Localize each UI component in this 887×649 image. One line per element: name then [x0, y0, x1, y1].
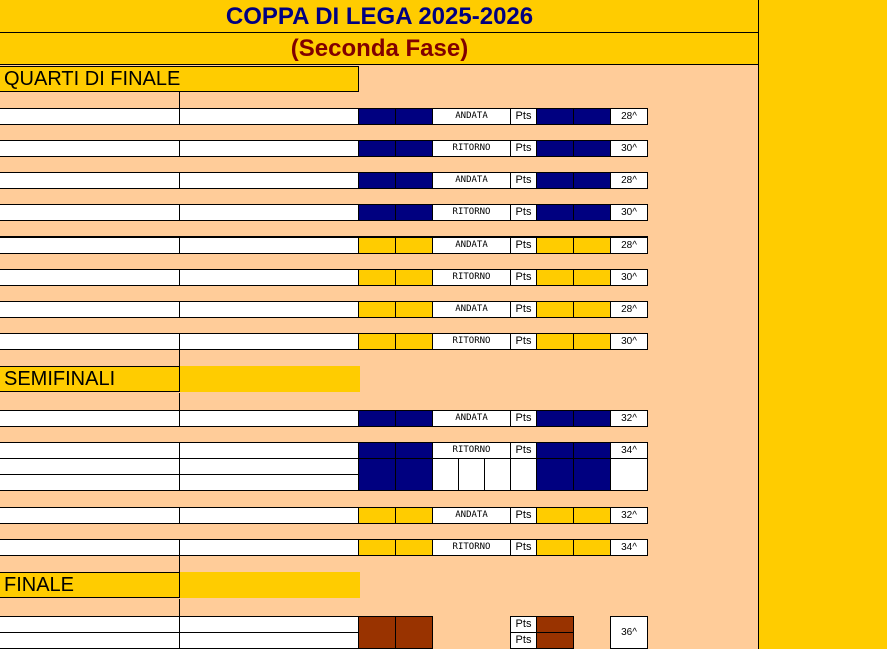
finale-team-b[interactable] — [0, 632, 180, 649]
team-away-cell[interactable] — [179, 108, 359, 125]
round-label: 34^ — [610, 442, 648, 459]
leg-label: RITORNO — [432, 539, 511, 556]
pts-home-cell[interactable] — [536, 269, 574, 286]
pts-home-cell[interactable] — [536, 507, 574, 524]
leg-label: ANDATA — [432, 237, 511, 254]
extra-score-cell[interactable] — [358, 458, 396, 491]
finale-score-b[interactable] — [395, 616, 433, 649]
pts-away-cell[interactable] — [573, 172, 611, 189]
extra-pts-cell[interactable] — [573, 458, 611, 491]
pts-home-cell[interactable] — [536, 108, 574, 125]
leg-label: RITORNO — [432, 204, 511, 221]
pts-away-cell[interactable] — [573, 333, 611, 350]
score-away-cell[interactable] — [395, 140, 433, 157]
score-away-cell[interactable] — [395, 172, 433, 189]
score-away-cell[interactable] — [395, 507, 433, 524]
section-finale — [0, 572, 359, 598]
pts-away-cell[interactable] — [573, 539, 611, 556]
team-away-cell[interactable] — [179, 269, 359, 286]
pts-label: Pts — [510, 301, 537, 318]
finale-pts-cell-a[interactable] — [536, 616, 574, 633]
team-home-cell[interactable] — [0, 237, 180, 254]
pts-home-cell[interactable] — [536, 237, 574, 254]
score-away-cell[interactable] — [395, 204, 433, 221]
leg-label: RITORNO — [432, 140, 511, 157]
divider — [179, 92, 180, 108]
score-away-cell[interactable] — [395, 237, 433, 254]
team-home-cell[interactable] — [0, 204, 180, 221]
leg-label: ANDATA — [432, 172, 511, 189]
score-home-cell[interactable] — [358, 204, 396, 221]
team-home-cell[interactable] — [0, 539, 180, 556]
extra-blank-cell[interactable] — [432, 458, 459, 491]
section-finale-label: FINALE — [4, 574, 75, 596]
pts-label: Pts — [510, 269, 537, 286]
team-home-cell[interactable] — [0, 140, 180, 157]
round-label: 32^ — [610, 410, 648, 427]
team-home-cell[interactable] — [0, 507, 180, 524]
section-semifinali-cell[interactable] — [179, 366, 360, 392]
finale-round: 36^ — [610, 616, 648, 649]
pts-label: Pts — [510, 410, 537, 427]
score-away-cell[interactable] — [395, 442, 433, 459]
team-away-cell[interactable] — [179, 442, 359, 459]
section-finale-cell[interactable] — [179, 572, 360, 598]
extra-round-cell[interactable] — [610, 458, 648, 491]
round-label: 28^ — [610, 301, 648, 318]
extra-row-cell[interactable] — [0, 458, 180, 475]
pts-label: Pts — [510, 507, 537, 524]
pts-label: Pts — [510, 442, 537, 459]
team-away-cell[interactable] — [179, 301, 359, 318]
score-home-cell[interactable] — [358, 442, 396, 459]
score-home-cell[interactable] — [358, 507, 396, 524]
divider — [179, 350, 180, 366]
round-label: 28^ — [610, 108, 648, 125]
pts-label: Pts — [510, 237, 537, 254]
score-home-cell[interactable] — [358, 108, 396, 125]
score-away-cell[interactable] — [395, 410, 433, 427]
team-away-cell[interactable] — [179, 140, 359, 157]
round-label: 32^ — [610, 507, 648, 524]
pts-away-cell[interactable] — [573, 410, 611, 427]
divider — [179, 599, 180, 616]
team-home-cell[interactable] — [0, 269, 180, 286]
leg-label: ANDATA — [432, 301, 511, 318]
finale-team-a-2[interactable] — [179, 616, 359, 633]
right-column — [758, 0, 887, 649]
round-label: 30^ — [610, 269, 648, 286]
leg-label: ANDATA — [432, 410, 511, 427]
score-away-cell[interactable] — [395, 108, 433, 125]
pts-label: Pts — [510, 204, 537, 221]
pts-home-cell[interactable] — [536, 301, 574, 318]
pts-label: Pts — [510, 333, 537, 350]
score-home-cell[interactable] — [358, 301, 396, 318]
team-home-cell[interactable] — [0, 172, 180, 189]
round-label: 30^ — [610, 140, 648, 157]
extra-score-cell[interactable] — [395, 458, 433, 491]
pts-away-cell[interactable] — [573, 237, 611, 254]
score-away-cell[interactable] — [395, 269, 433, 286]
section-quarti-label: QUARTI DI FINALE — [4, 68, 181, 90]
finale-pts-top: Pts — [510, 616, 537, 633]
leg-label: RITORNO — [432, 269, 511, 286]
finale-team-b-2[interactable] — [179, 632, 359, 649]
score-home-cell[interactable] — [358, 539, 396, 556]
section-semifinali — [0, 366, 359, 392]
extra-row-cell[interactable] — [179, 458, 359, 475]
team-away-cell[interactable] — [179, 333, 359, 350]
round-label: 30^ — [610, 204, 648, 221]
extra-blank-cell[interactable] — [510, 458, 537, 491]
round-label: 28^ — [610, 237, 648, 254]
section-semifinali-label: SEMIFINALI — [4, 368, 116, 390]
pts-away-cell[interactable] — [573, 140, 611, 157]
leg-label: RITORNO — [432, 442, 511, 459]
leg-label: ANDATA — [432, 507, 511, 524]
leg-label: RITORNO — [432, 333, 511, 350]
finale-team-a[interactable] — [0, 616, 180, 633]
team-home-cell[interactable] — [0, 333, 180, 350]
score-home-cell[interactable] — [358, 333, 396, 350]
group-divider — [0, 236, 648, 237]
extra-row-cell[interactable] — [0, 474, 180, 491]
pts-label: Pts — [510, 172, 537, 189]
divider — [179, 393, 180, 410]
pts-home-cell[interactable] — [536, 410, 574, 427]
pts-away-cell[interactable] — [573, 108, 611, 125]
extra-pts-cell[interactable] — [536, 458, 574, 491]
team-home-cell[interactable] — [0, 301, 180, 318]
pts-away-cell[interactable] — [573, 269, 611, 286]
score-away-cell[interactable] — [395, 333, 433, 350]
team-away-cell[interactable] — [179, 507, 359, 524]
team-home-cell[interactable] — [0, 410, 180, 427]
section-quarti — [0, 66, 359, 92]
pts-home-cell[interactable] — [536, 172, 574, 189]
extra-blank-cell[interactable] — [458, 458, 485, 491]
score-home-cell[interactable] — [358, 172, 396, 189]
pts-home-cell[interactable] — [536, 140, 574, 157]
score-away-cell[interactable] — [395, 301, 433, 318]
pts-home-cell[interactable] — [536, 333, 574, 350]
score-home-cell[interactable] — [358, 410, 396, 427]
score-home-cell[interactable] — [358, 140, 396, 157]
page-subtitle: (Seconda Fase) — [0, 33, 759, 65]
pts-home-cell[interactable] — [536, 442, 574, 459]
pts-label: Pts — [510, 140, 537, 157]
leg-label: ANDATA — [432, 108, 511, 125]
pts-away-cell[interactable] — [573, 301, 611, 318]
pts-away-cell[interactable] — [573, 204, 611, 221]
team-home-cell[interactable] — [0, 442, 180, 459]
team-away-cell[interactable] — [179, 237, 359, 254]
pts-away-cell[interactable] — [573, 442, 611, 459]
team-away-cell[interactable] — [179, 410, 359, 427]
pts-home-cell[interactable] — [536, 539, 574, 556]
finale-score-a[interactable] — [358, 616, 396, 649]
group-divider — [0, 220, 648, 221]
pts-away-cell[interactable] — [573, 507, 611, 524]
team-away-cell[interactable] — [179, 204, 359, 221]
score-away-cell[interactable] — [395, 539, 433, 556]
extra-blank-cell[interactable] — [484, 458, 511, 491]
score-home-cell[interactable] — [358, 237, 396, 254]
pts-home-cell[interactable] — [536, 204, 574, 221]
pts-label: Pts — [510, 108, 537, 125]
team-home-cell[interactable] — [0, 108, 180, 125]
score-home-cell[interactable] — [358, 269, 396, 286]
round-label: 28^ — [610, 172, 648, 189]
page-title: COPPA DI LEGA 2025-2026 — [0, 0, 759, 33]
round-label: 34^ — [610, 539, 648, 556]
team-away-cell[interactable] — [179, 172, 359, 189]
extra-row-cell[interactable] — [179, 474, 359, 491]
finale-pts-cell-b[interactable] — [536, 632, 574, 649]
divider — [179, 556, 180, 572]
team-away-cell[interactable] — [179, 539, 359, 556]
finale-pts-bottom: Pts — [510, 632, 537, 649]
pts-label: Pts — [510, 539, 537, 556]
round-label: 30^ — [610, 333, 648, 350]
